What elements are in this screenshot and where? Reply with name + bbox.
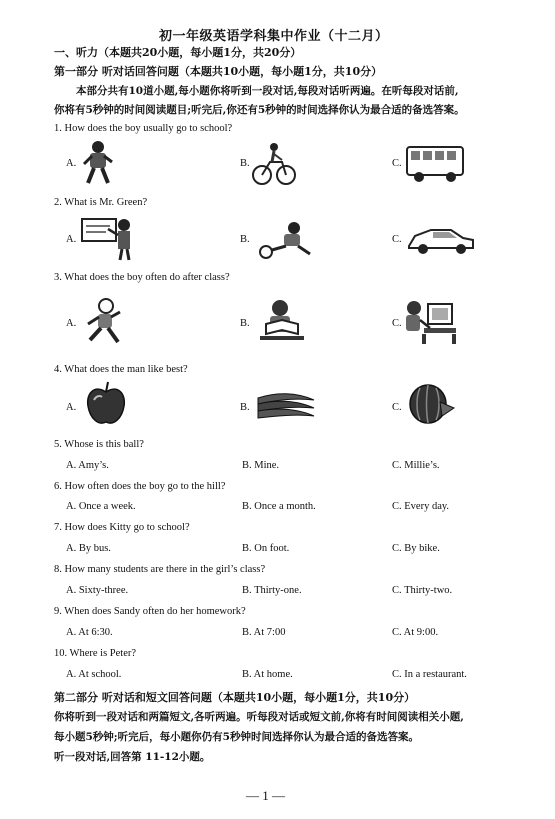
question-7: 7. How does Kitty go to school? [54, 522, 190, 533]
part1-instruction-1: 本部分共有10道小题,每小题你将听到一段对话,每段对话听两遍。在听每段对话前, [76, 85, 459, 97]
football-player-icon [258, 220, 318, 260]
computer-boy-icon [402, 298, 460, 346]
part2-instruction-3: 听一段对话,回答第 11-12小题。 [54, 751, 211, 763]
q9-option-c: C. At 9:00. [392, 627, 439, 638]
question-3: 3. What does the boy often do after class? [54, 272, 230, 283]
q10-option-b: B. At home. [242, 669, 293, 680]
section1-heading: 一、听力（本题共20小题，每小题1分，共20分） [54, 46, 302, 59]
q5-option-c: C. Millie’s. [392, 460, 440, 471]
walking-boy-icon [80, 140, 116, 186]
q10-option-c: C. In a restaurant. [392, 669, 467, 680]
q1-option-a-label: A. [66, 158, 77, 169]
question-6: 6. How often does the boy go to the hill? [54, 481, 226, 492]
q3-option-b-label: B. [240, 318, 250, 329]
page-number: — 1 — [246, 788, 285, 803]
question-1: 1. How does the boy usually go to school? [54, 123, 233, 134]
question-9: 9. When does Sandy often do her homework? [54, 606, 246, 617]
apple-icon [84, 380, 128, 426]
q10-option-a: A. At school. [66, 669, 122, 680]
q4-option-a-label: A. [66, 402, 77, 413]
q9-option-a: A. At 6:30. [66, 627, 113, 638]
car-driver-icon [405, 222, 477, 256]
running-boy-icon [82, 298, 126, 346]
bananas-icon [256, 390, 316, 420]
part2-instruction-2: 每小题5秒钟;听完后，每小题你仍有5秒钟时间选择你认为最合适的备选答案。 [54, 731, 419, 743]
part2-instruction-1: 你将听到一段对话和两篇短文,各听两遍。听每段对话或短文前,你将有时间阅读相关小题, [54, 711, 464, 723]
q3-option-a-label: A. [66, 318, 77, 329]
question-8: 8. How many students are there in the girl’s class? [54, 564, 266, 575]
reading-boy-icon [256, 298, 308, 346]
q4-option-c-label: C. [392, 402, 402, 413]
cyclist-icon [252, 142, 296, 186]
school-bus-icon [405, 143, 465, 183]
q1-option-c-label: C. [392, 158, 402, 169]
q8-option-b: B. Thirty-one. [242, 585, 302, 596]
question-2: 2. What is Mr. Green? [54, 197, 148, 208]
question-5: 5. Whose is this ball? [54, 439, 144, 450]
q7-option-a: A. By bus. [66, 543, 111, 554]
q9-option-b: B. At 7:00 [242, 627, 286, 638]
q2-option-c-label: C. [392, 234, 402, 245]
q3-option-c-label: C. [392, 318, 402, 329]
question-4: 4. What does the man like best? [54, 364, 188, 375]
q5-option-a: A. Amy’s. [66, 460, 109, 471]
q7-option-b: B. On foot. [242, 543, 290, 554]
q8-option-a: A. Sixty-three. [66, 585, 129, 596]
q2-option-a-label: A. [66, 234, 77, 245]
q6-option-a: A. Once a week. [66, 501, 136, 512]
part1-heading: 第一部分 听对话回答问题（本题共10小题，每小题1分，共10分） [54, 65, 383, 78]
q1-option-b-label: B. [240, 158, 250, 169]
q2-option-b-label: B. [240, 234, 250, 245]
q8-option-c: C. Thirty-two. [392, 585, 453, 596]
question-10: 10. Where is Peter? [54, 648, 137, 659]
q7-option-c: C. By bike. [392, 543, 440, 554]
part1-instruction-2: 你将有5秒钟的时间阅读题目;听完后,你还有5秒钟的时间选择你认为最合适的备选答案。 [54, 104, 465, 116]
q6-option-b: B. Once a month. [242, 501, 316, 512]
watermelon-icon [406, 382, 456, 426]
q6-option-c: C. Every day. [392, 501, 450, 512]
q4-option-b-label: B. [240, 402, 250, 413]
teacher-icon [80, 215, 136, 261]
page-title: 初一年级英语学科集中作业（十二月） [159, 29, 389, 44]
part2-heading: 第二部分 听对话和短文回答问题（本题共10小题，每小题1分，共10分） [54, 691, 416, 704]
q5-option-b: B. Mine. [242, 460, 280, 471]
